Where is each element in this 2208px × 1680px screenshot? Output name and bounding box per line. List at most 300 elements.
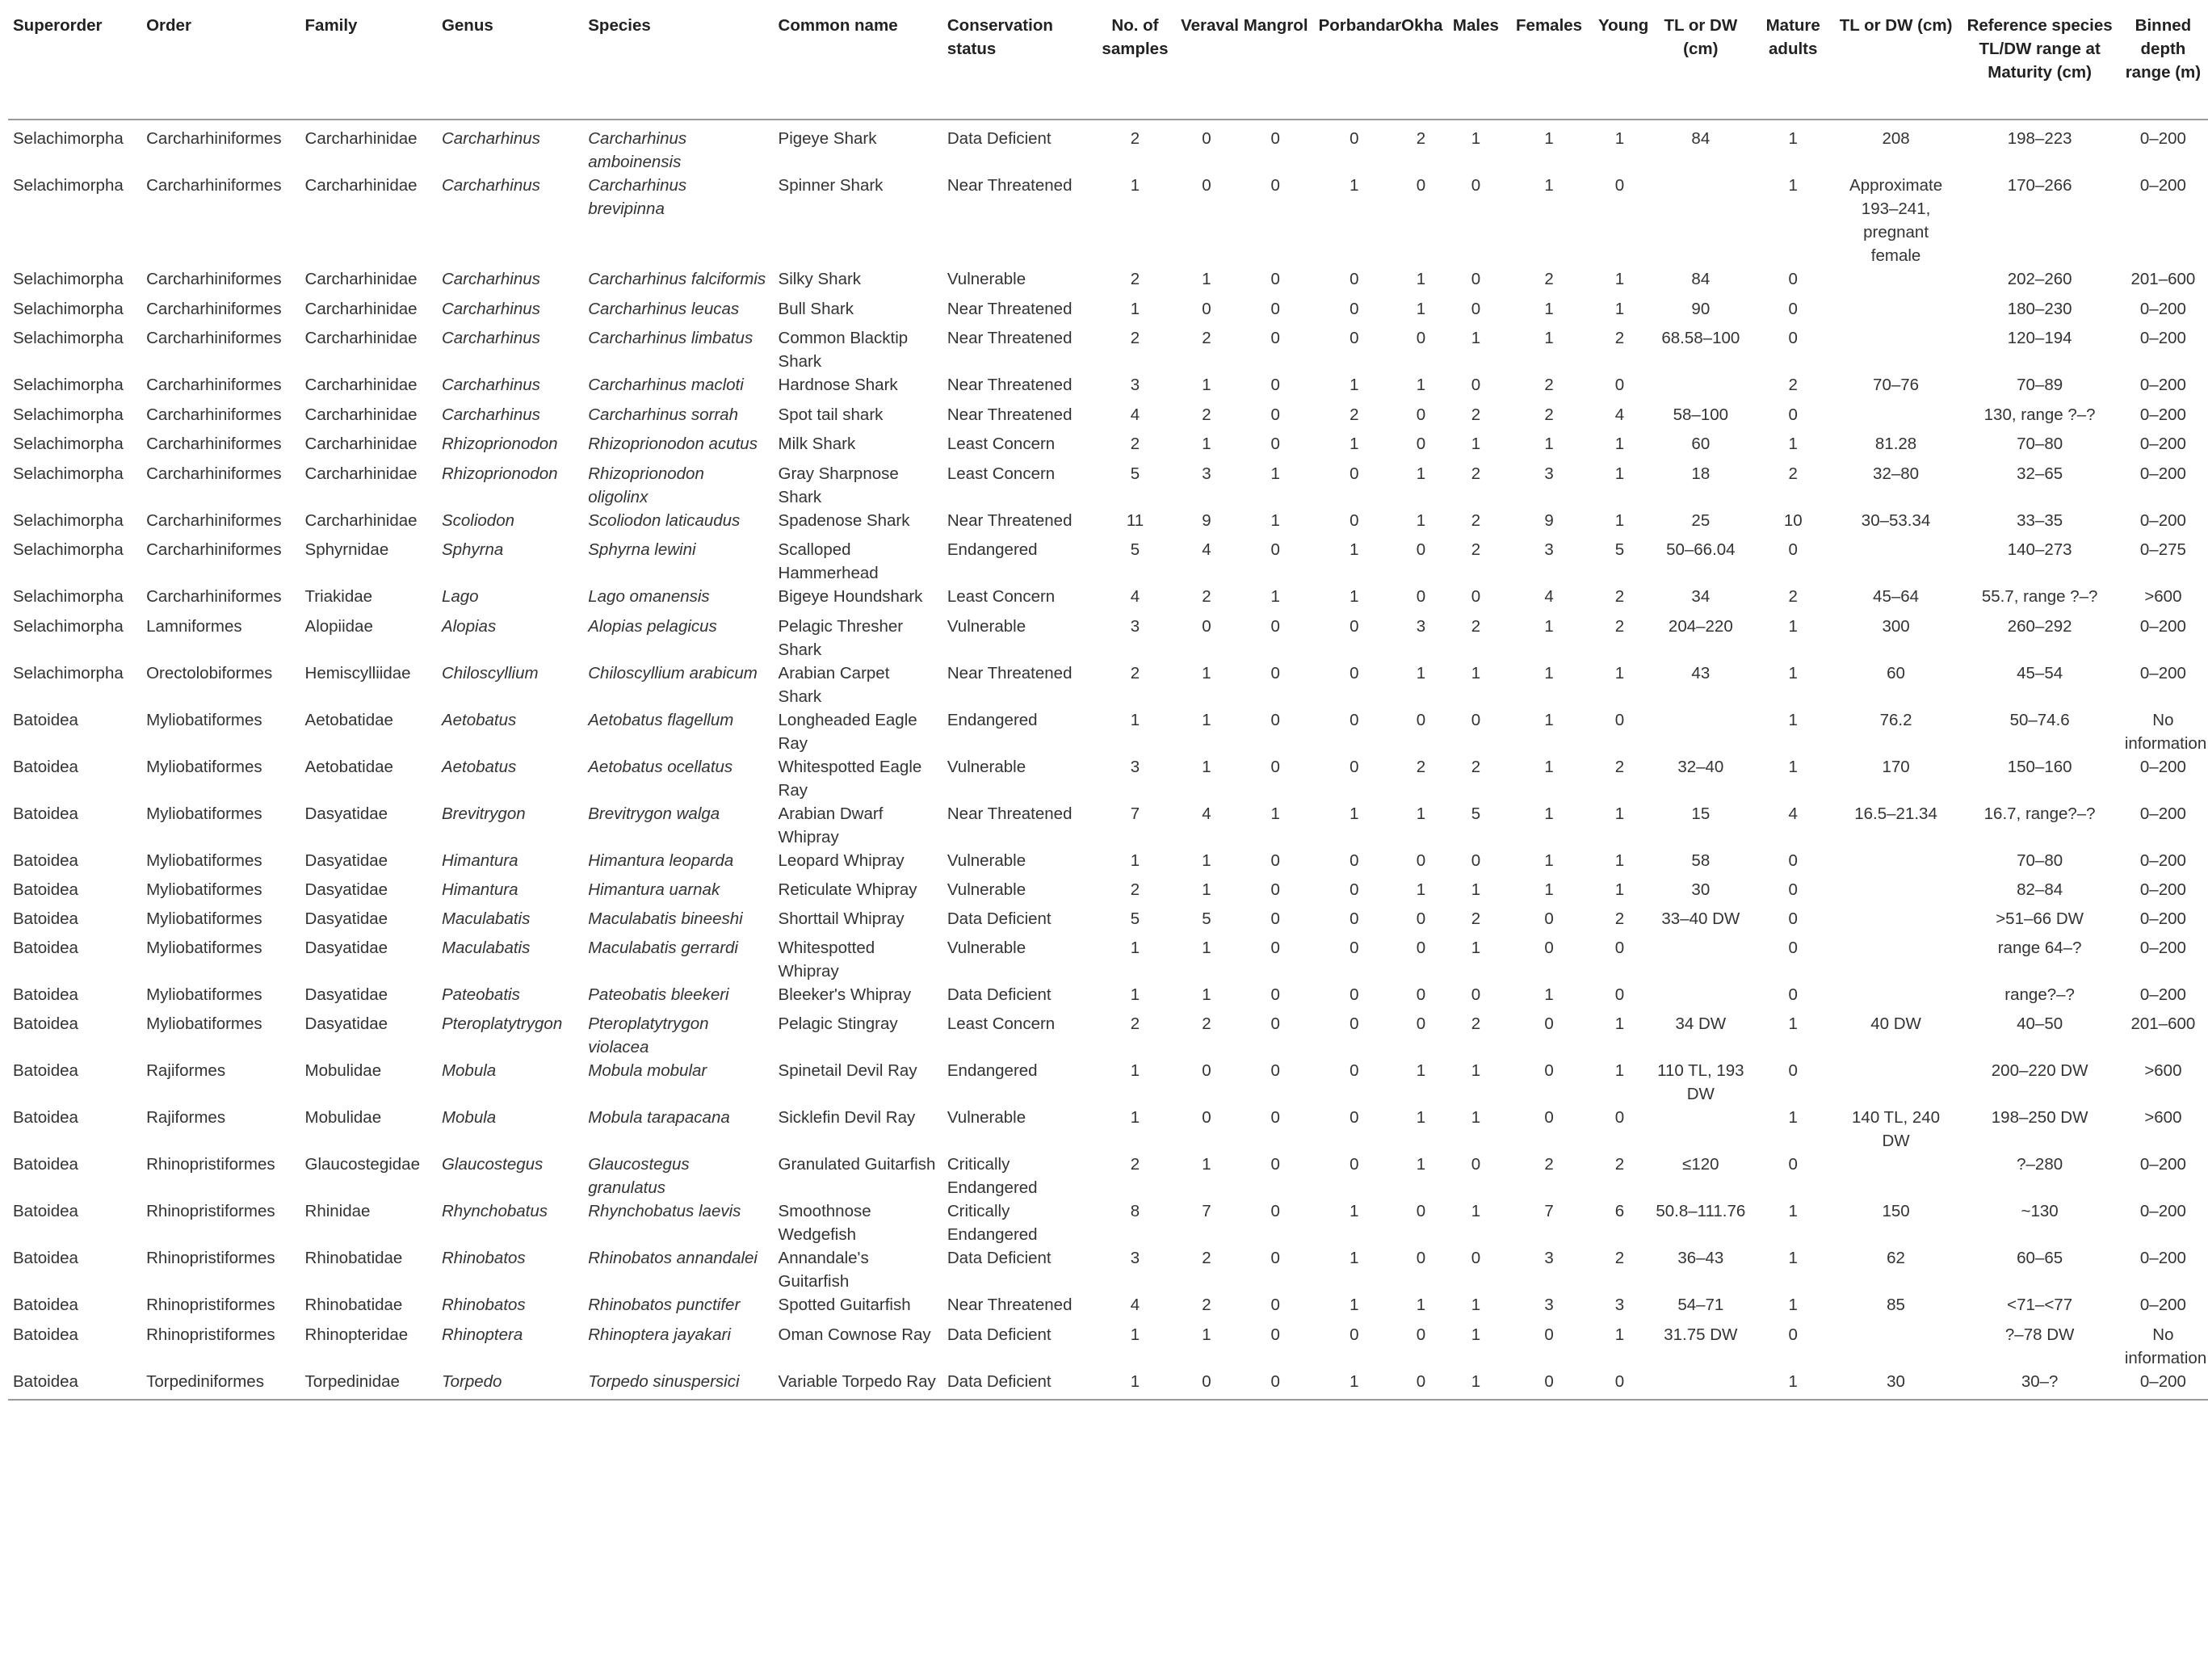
cell-porbandar: 1 bbox=[1350, 540, 1359, 559]
cell-tl-or-dw-mature: 85 bbox=[1887, 1296, 1905, 1314]
cell-veraval: 1 bbox=[1202, 850, 1211, 870]
cell-reference-maturity-range: 140–273 bbox=[2007, 540, 2072, 559]
cell-mangrol: 0 bbox=[1270, 1061, 1280, 1080]
cell-tl-or-dw-young bbox=[1648, 936, 1756, 983]
cell-males: 0 bbox=[1471, 850, 1481, 870]
cell-veraval: 2 bbox=[1202, 1249, 1211, 1267]
cell-tl-or-dw-mature: 81.28 bbox=[1874, 435, 1917, 453]
cell-tl-or-dw-mature: 208 bbox=[1882, 129, 1910, 148]
cell-females: 1 bbox=[1544, 129, 1554, 148]
cell-genus: Sphyrna bbox=[441, 540, 504, 559]
cell-order: Myliobatiformes bbox=[146, 985, 262, 1004]
cell-genus: Alopias bbox=[441, 616, 497, 636]
cell-okha: 1 bbox=[1416, 510, 1426, 530]
cell-family: Mobulidae bbox=[304, 1061, 382, 1080]
cell-binned-depth-range: 0–200 bbox=[2139, 663, 2186, 682]
cell-mangrol: 0 bbox=[1270, 938, 1280, 957]
cell-species: Torpedo sinuspersici bbox=[583, 1370, 773, 1401]
cell-superorder: Batoidea bbox=[13, 909, 78, 928]
cell-conservation-status: Least Concern bbox=[947, 464, 1056, 483]
cell-binned-depth-range: 0–200 bbox=[2139, 909, 2186, 928]
table-row bbox=[8, 373, 2208, 403]
cell-females: 0 bbox=[1506, 1370, 1593, 1401]
cell-porbandar: 0 bbox=[1350, 299, 1359, 318]
cell-family: Dasyatidae bbox=[304, 804, 388, 823]
header-mature-adults: Mature adults bbox=[1756, 10, 1832, 120]
cell-okha: 1 bbox=[1416, 1061, 1426, 1080]
cell-superorder: Selachimorpha bbox=[13, 510, 124, 530]
cell-conservation-status: Near Threatened bbox=[947, 510, 1073, 530]
cell-okha: 0 bbox=[1416, 938, 1426, 957]
cell-mangrol: 0 bbox=[1270, 1296, 1280, 1314]
cell-males: 0 bbox=[1471, 176, 1481, 195]
cell-young: 0 bbox=[1614, 376, 1625, 394]
cell-mangrol: 1 bbox=[1270, 464, 1280, 483]
cell-conservation-status: Near Threatened bbox=[947, 405, 1073, 424]
cell-okha: 0 bbox=[1396, 1370, 1447, 1401]
cell-family: Rhinobatidae bbox=[304, 1296, 403, 1314]
cell-tl-or-dw-young: 68.58–100 bbox=[1661, 329, 1740, 347]
cell-porbandar: 0 bbox=[1350, 850, 1359, 870]
cell-genus: Brevitrygon bbox=[441, 804, 526, 823]
cell-order: Lamniformes bbox=[146, 616, 242, 636]
header-porbandar: Porbandar bbox=[1314, 10, 1397, 120]
table-row bbox=[8, 1199, 2208, 1246]
cell-okha: 3 bbox=[1416, 616, 1426, 636]
cell-order: Carcharhiniformes bbox=[146, 540, 282, 559]
cell-mature-adults: 1 bbox=[1788, 663, 1798, 682]
cell-superorder: Selachimorpha bbox=[13, 129, 124, 148]
cell-females: 9 bbox=[1544, 510, 1554, 530]
cell-superorder: Batoidea bbox=[13, 1061, 78, 1080]
cell-porbandar: 0 bbox=[1350, 985, 1359, 1004]
cell-order: Rhinopristiformes bbox=[146, 1296, 275, 1314]
header-veraval: Veraval bbox=[1176, 10, 1239, 120]
table-row bbox=[8, 585, 2208, 615]
cell-reference-maturity-range: <71–<77 bbox=[2007, 1296, 2073, 1314]
cell-mature-adults: 10 bbox=[1783, 510, 1803, 530]
table-row bbox=[8, 174, 2208, 267]
cell-binned-depth-range: 201–600 bbox=[2130, 1014, 2196, 1033]
cell-family: Triakidae bbox=[304, 587, 373, 606]
cell-tl-or-dw-young: 43 bbox=[1691, 663, 1711, 682]
cell-mangrol: 0 bbox=[1270, 1108, 1280, 1127]
cell-okha: 0 bbox=[1416, 587, 1426, 606]
cell-reference-maturity-range: ~130 bbox=[2021, 1202, 2059, 1220]
cell-tl-or-dw-young bbox=[1648, 373, 1756, 403]
cell-tl-or-dw-mature: 150 bbox=[1882, 1202, 1910, 1220]
cell-young: 1 bbox=[1614, 129, 1625, 148]
table-header-row bbox=[8, 10, 2208, 120]
cell-no-of-samples: 5 bbox=[1130, 464, 1140, 483]
cell-males: 1 bbox=[1471, 1325, 1481, 1344]
cell-males: 0 bbox=[1471, 1155, 1481, 1174]
cell-tl-or-dw-young: 30 bbox=[1691, 880, 1711, 899]
cell-okha: 0 bbox=[1416, 850, 1426, 870]
cell-females: 0 bbox=[1544, 1108, 1554, 1127]
cell-species: Carcharhinus sorrah bbox=[588, 405, 738, 424]
cell-genus: Chiloscyllium bbox=[441, 663, 539, 682]
cell-females: 3 bbox=[1544, 1296, 1554, 1314]
cell-tl-or-dw-young: 204–220 bbox=[1668, 616, 1733, 636]
cell-family: Carcharhinidae bbox=[304, 270, 418, 288]
cell-tl-or-dw-young: ≤120 bbox=[1682, 1155, 1719, 1174]
cell-common-name: Smoothnose Wedgefish bbox=[778, 1202, 871, 1244]
cell-okha: 0 bbox=[1416, 1202, 1426, 1220]
cell-conservation-status: Vulnerable bbox=[947, 850, 1026, 870]
cell-okha: 0 bbox=[1416, 909, 1426, 928]
cell-tl-or-dw-young: 58 bbox=[1691, 850, 1711, 870]
cell-family: Hemiscylliidae bbox=[304, 663, 411, 682]
cell-veraval: 2 bbox=[1202, 1296, 1211, 1314]
cell-reference-maturity-range: 33–35 bbox=[2017, 510, 2063, 530]
cell-okha: 1 bbox=[1416, 464, 1426, 483]
header-mangrol: Mangrol bbox=[1239, 10, 1314, 120]
cell-common-name: Leopard Whipray bbox=[778, 850, 905, 870]
cell-okha: 2 bbox=[1416, 757, 1426, 776]
cell-mangrol: 0 bbox=[1270, 405, 1280, 424]
cell-species: Rhynchobatus laevis bbox=[588, 1202, 741, 1220]
cell-genus: Mobula bbox=[441, 1061, 497, 1080]
cell-okha: 1 bbox=[1416, 880, 1426, 899]
cell-superorder: Batoidea bbox=[13, 710, 78, 729]
cell-family: Carcharhinidae bbox=[304, 176, 418, 195]
cell-mature-adults: 0 bbox=[1788, 985, 1798, 1004]
cell-binned-depth-range: 0–200 bbox=[2139, 435, 2186, 453]
cell-okha: 0 bbox=[1416, 1325, 1426, 1344]
cell-females: 3 bbox=[1544, 1249, 1554, 1267]
cell-mangrol: 0 bbox=[1270, 540, 1280, 559]
table-row bbox=[8, 615, 2208, 662]
cell-species: Chiloscyllium arabicum bbox=[588, 663, 758, 682]
cell-females: 0 bbox=[1544, 938, 1554, 957]
cell-no-of-samples: 1 bbox=[1130, 850, 1140, 870]
table-row bbox=[8, 662, 2208, 708]
cell-order: Carcharhiniformes bbox=[146, 435, 282, 453]
cell-mature-adults: 1 bbox=[1788, 129, 1798, 148]
cell-binned-depth-range: 0–200 bbox=[2139, 1155, 2186, 1174]
cell-okha: 2 bbox=[1416, 129, 1426, 148]
cell-tl-or-dw-mature bbox=[1832, 878, 1962, 907]
cell-males: 1 bbox=[1471, 1061, 1481, 1080]
cell-young: 2 bbox=[1614, 909, 1625, 928]
table-row bbox=[8, 120, 2208, 174]
cell-reference-maturity-range: >51–66 DW bbox=[1996, 909, 2084, 928]
cell-common-name: Hardnose Shark bbox=[778, 376, 898, 394]
cell-tl-or-dw-mature bbox=[1832, 849, 1962, 878]
cell-young: 2 bbox=[1614, 757, 1625, 776]
cell-porbandar: 0 bbox=[1350, 1061, 1359, 1080]
cell-veraval: 2 bbox=[1202, 329, 1211, 347]
cell-superorder: Batoidea bbox=[8, 1370, 141, 1401]
cell-genus: Mobula bbox=[441, 1108, 497, 1127]
cell-young: 0 bbox=[1614, 1108, 1625, 1127]
cell-order: Carcharhiniformes bbox=[146, 510, 282, 530]
cell-no-of-samples: 1 bbox=[1130, 985, 1140, 1004]
cell-family: Carcharhinidae bbox=[304, 329, 418, 347]
cell-reference-maturity-range: 45–54 bbox=[2017, 663, 2063, 682]
cell-tl-or-dw-mature: 300 bbox=[1882, 616, 1910, 636]
cell-tl-or-dw-young: 25 bbox=[1691, 510, 1711, 530]
cell-reference-maturity-range: 200–220 DW bbox=[1991, 1061, 2088, 1080]
cell-superorder: Batoidea bbox=[13, 850, 78, 870]
cell-reference-maturity-range: 32–65 bbox=[2017, 464, 2063, 483]
cell-veraval: 1 bbox=[1202, 985, 1211, 1004]
cell-tl-or-dw-mature bbox=[1832, 1323, 1962, 1370]
cell-mature-adults: 2 bbox=[1788, 464, 1798, 483]
cell-tl-or-dw-mature: 76.2 bbox=[1879, 710, 1912, 729]
cell-reference-maturity-range: 198–250 DW bbox=[1991, 1108, 2088, 1127]
cell-family: Torpedinidae bbox=[300, 1370, 437, 1401]
table-body bbox=[8, 120, 2208, 1400]
cell-conservation-status: Data Deficient bbox=[947, 129, 1052, 148]
header-family: Family bbox=[300, 10, 437, 120]
cell-no-of-samples: 2 bbox=[1130, 129, 1140, 148]
table-row bbox=[8, 462, 2208, 509]
cell-common-name: Milk Shark bbox=[778, 435, 856, 453]
cell-conservation-status: Vulnerable bbox=[947, 1108, 1026, 1127]
cell-species: Aetobatus flagellum bbox=[588, 710, 734, 729]
cell-reference-maturity-range: range 64–? bbox=[1997, 938, 2082, 957]
cell-reference-maturity-range: 202–260 bbox=[2007, 270, 2072, 288]
cell-species: Glaucostegus granulatus bbox=[588, 1155, 690, 1197]
cell-genus: Carcharhinus bbox=[441, 329, 540, 347]
cell-young: 1 bbox=[1614, 880, 1625, 899]
cell-genus: Scoliodon bbox=[441, 510, 514, 530]
cell-order: Rhinopristiformes bbox=[146, 1155, 275, 1174]
cell-genus: Rhinobatos bbox=[441, 1296, 526, 1314]
cell-mature-adults: 2 bbox=[1788, 587, 1798, 606]
cell-tl-or-dw-young bbox=[1648, 708, 1756, 755]
cell-okha: 0 bbox=[1416, 710, 1426, 729]
cell-males: 1 bbox=[1471, 329, 1481, 347]
cell-females: 1 bbox=[1544, 663, 1554, 682]
cell-genus: Rhinobatos bbox=[441, 1249, 526, 1267]
cell-genus: Pateobatis bbox=[441, 985, 520, 1004]
cell-species: Pteroplatytrygon violacea bbox=[588, 1014, 709, 1056]
cell-reference-maturity-range: 150–160 bbox=[2007, 757, 2072, 776]
cell-young: 0 bbox=[1614, 938, 1625, 957]
cell-porbandar: 1 bbox=[1350, 376, 1359, 394]
cell-porbandar: 1 bbox=[1314, 1370, 1397, 1401]
cell-superorder: Batoidea bbox=[13, 938, 78, 957]
cell-tl-or-dw-mature: 32–80 bbox=[1873, 464, 1920, 483]
species-table-container bbox=[8, 10, 2208, 1401]
cell-tl-or-dw-mature: 30 bbox=[1832, 1370, 1962, 1401]
cell-species: Carcharhinus brevipinna bbox=[588, 176, 687, 218]
cell-species: Himantura uarnak bbox=[588, 880, 720, 899]
cell-okha: 1 bbox=[1416, 376, 1426, 394]
cell-genus: Carcharhinus bbox=[441, 299, 540, 318]
cell-tl-or-dw-mature: 40 DW bbox=[1870, 1014, 1921, 1033]
cell-species: Mobula mobular bbox=[588, 1061, 707, 1080]
cell-common-name: Spinner Shark bbox=[778, 176, 884, 195]
cell-genus: Maculabatis bbox=[441, 909, 531, 928]
cell-binned-depth-range: 0–200 bbox=[2139, 880, 2186, 899]
cell-conservation-status: Near Threatened bbox=[947, 376, 1073, 394]
cell-tl-or-dw-mature: 30–53.34 bbox=[1861, 510, 1931, 530]
table-row bbox=[8, 432, 2208, 462]
cell-conservation-status: Vulnerable bbox=[947, 880, 1026, 899]
cell-tl-or-dw-mature bbox=[1832, 1059, 1962, 1106]
cell-females: 1 bbox=[1544, 329, 1554, 347]
cell-mangrol: 0 bbox=[1270, 663, 1280, 682]
cell-young: 2 bbox=[1614, 1155, 1625, 1174]
cell-superorder: Selachimorpha bbox=[13, 299, 124, 318]
cell-tl-or-dw-young bbox=[1648, 174, 1756, 267]
cell-young: 0 bbox=[1614, 985, 1625, 1004]
cell-no-of-samples: 2 bbox=[1130, 880, 1140, 899]
cell-family: Carcharhinidae bbox=[304, 299, 418, 318]
cell-common-name: Whitespotted Whipray bbox=[778, 938, 875, 981]
cell-mangrol: 0 bbox=[1270, 1014, 1280, 1033]
cell-binned-depth-range: 0–200 bbox=[2139, 299, 2186, 318]
cell-mature-adults: 0 bbox=[1788, 850, 1798, 870]
cell-young: 1 bbox=[1614, 804, 1625, 823]
cell-order: Carcharhiniformes bbox=[146, 329, 282, 347]
cell-binned-depth-range: 0–200 bbox=[2139, 376, 2186, 394]
cell-no-of-samples: 3 bbox=[1130, 376, 1140, 394]
cell-mature-adults: 1 bbox=[1788, 1296, 1798, 1314]
cell-conservation-status: Endangered bbox=[947, 710, 1038, 729]
cell-order: Carcharhiniformes bbox=[146, 129, 282, 148]
cell-females: 4 bbox=[1544, 587, 1554, 606]
header-tl-or-dw-young: TL or DW (cm) bbox=[1648, 10, 1756, 120]
cell-young: 2 bbox=[1614, 329, 1625, 347]
cell-mature-adults: 1 bbox=[1788, 757, 1798, 776]
cell-genus: Glaucostegus bbox=[441, 1155, 544, 1174]
cell-males: 2 bbox=[1471, 405, 1481, 424]
cell-superorder: Batoidea bbox=[13, 1296, 78, 1314]
cell-veraval: 1 bbox=[1202, 376, 1211, 394]
cell-males: 2 bbox=[1471, 510, 1481, 530]
cell-mature-adults: 1 bbox=[1788, 176, 1798, 195]
cell-mature-adults: 1 bbox=[1788, 616, 1798, 636]
cell-family: Dasyatidae bbox=[304, 938, 388, 957]
cell-binned-depth-range: 0–200 bbox=[2120, 1370, 2208, 1401]
cell-no-of-samples: 1 bbox=[1096, 1370, 1176, 1401]
cell-tl-or-dw-young: 18 bbox=[1691, 464, 1711, 483]
cell-young: 4 bbox=[1614, 405, 1625, 424]
cell-common-name: Spinetail Devil Ray bbox=[778, 1061, 917, 1080]
cell-reference-maturity-range: 70–89 bbox=[2017, 376, 2063, 394]
cell-species: Himantura leoparda bbox=[588, 850, 734, 870]
cell-binned-depth-range: 0–200 bbox=[2139, 464, 2186, 483]
cell-common-name: Spotted Guitarfish bbox=[778, 1296, 911, 1314]
header-superorder: Superorder bbox=[8, 10, 141, 120]
cell-tl-or-dw-mature: 60 bbox=[1887, 663, 1905, 682]
cell-order: Rhinopristiformes bbox=[146, 1325, 275, 1344]
cell-mature-adults: 1 bbox=[1756, 1370, 1832, 1401]
cell-common-name: Scalloped Hammerhead bbox=[778, 540, 879, 582]
cell-mangrol: 0 bbox=[1270, 880, 1280, 899]
cell-no-of-samples: 5 bbox=[1130, 540, 1140, 559]
cell-order: Myliobatiformes bbox=[146, 1014, 262, 1033]
cell-mature-adults: 1 bbox=[1788, 435, 1798, 453]
cell-veraval: 1 bbox=[1202, 270, 1211, 288]
cell-reference-maturity-range: 260–292 bbox=[2007, 616, 2072, 636]
cell-binned-depth-range: 0–200 bbox=[2139, 1296, 2186, 1314]
table-row bbox=[8, 983, 2208, 1013]
cell-binned-depth-range: 0–200 bbox=[2139, 938, 2186, 957]
cell-veraval: 1 bbox=[1202, 880, 1211, 899]
cell-binned-depth-range: 0–200 bbox=[2139, 129, 2186, 148]
cell-mangrol: 0 bbox=[1270, 129, 1280, 148]
cell-conservation-status: Least Concern bbox=[947, 1014, 1056, 1033]
cell-tl-or-dw-young: 90 bbox=[1691, 299, 1711, 318]
cell-species: Rhizoprionodon acutus bbox=[588, 435, 758, 453]
cell-common-name: Arabian Dwarf Whipray bbox=[778, 804, 884, 846]
cell-order: Carcharhiniformes bbox=[146, 299, 282, 318]
cell-tl-or-dw-mature: 16.5–21.34 bbox=[1854, 804, 1937, 823]
cell-young: 1 bbox=[1614, 663, 1625, 682]
cell-veraval: 1 bbox=[1202, 1325, 1211, 1344]
cell-females: 1 bbox=[1544, 710, 1554, 729]
cell-no-of-samples: 3 bbox=[1130, 1249, 1140, 1267]
cell-genus: Aetobatus bbox=[441, 757, 517, 776]
cell-tl-or-dw-mature bbox=[1832, 538, 1962, 585]
cell-porbandar: 0 bbox=[1350, 464, 1359, 483]
cell-superorder: Batoidea bbox=[13, 1155, 78, 1174]
cell-tl-or-dw-mature: 62 bbox=[1887, 1249, 1905, 1267]
cell-tl-or-dw-young: 84 bbox=[1691, 270, 1711, 288]
cell-species: Brevitrygon walga bbox=[588, 804, 720, 823]
cell-tl-or-dw-mature bbox=[1832, 267, 1962, 297]
cell-tl-or-dw-mature bbox=[1832, 326, 1962, 373]
cell-conservation-status: Near Threatened bbox=[947, 176, 1073, 195]
cell-porbandar: 0 bbox=[1350, 1325, 1359, 1344]
cell-order: Orectolobiformes bbox=[146, 663, 273, 682]
cell-no-of-samples: 8 bbox=[1130, 1202, 1140, 1220]
cell-males: 1 bbox=[1471, 1202, 1481, 1220]
cell-tl-or-dw-mature bbox=[1832, 297, 1962, 327]
cell-superorder: Batoidea bbox=[13, 804, 78, 823]
cell-conservation-status: Data Deficient bbox=[947, 1249, 1052, 1267]
cell-no-of-samples: 1 bbox=[1130, 176, 1140, 195]
cell-okha: 0 bbox=[1416, 985, 1426, 1004]
cell-order: Rajiformes bbox=[146, 1108, 226, 1127]
cell-males: 1 bbox=[1471, 1296, 1481, 1314]
cell-reference-maturity-range: 170–266 bbox=[2007, 176, 2072, 195]
cell-males: 0 bbox=[1471, 270, 1481, 288]
cell-no-of-samples: 2 bbox=[1130, 329, 1140, 347]
cell-females: 2 bbox=[1544, 270, 1554, 288]
cell-tl-or-dw-young bbox=[1648, 1370, 1756, 1401]
cell-males: 1 bbox=[1447, 1370, 1506, 1401]
cell-males: 0 bbox=[1471, 376, 1481, 394]
cell-superorder: Selachimorpha bbox=[13, 329, 124, 347]
cell-okha: 1 bbox=[1416, 1155, 1426, 1174]
cell-common-name: Gray Sharpnose Shark bbox=[778, 464, 899, 506]
cell-no-of-samples: 4 bbox=[1130, 587, 1140, 606]
cell-binned-depth-range: 201–600 bbox=[2130, 270, 2196, 288]
cell-no-of-samples: 2 bbox=[1130, 435, 1140, 453]
header-young: Young bbox=[1593, 10, 1648, 120]
cell-family: Rhinidae bbox=[304, 1202, 371, 1220]
cell-no-of-samples: 1 bbox=[1130, 1325, 1140, 1344]
cell-veraval: 2 bbox=[1202, 405, 1211, 424]
cell-mangrol: 0 bbox=[1270, 616, 1280, 636]
cell-veraval: 0 bbox=[1202, 299, 1211, 318]
cell-males: 0 bbox=[1471, 1249, 1481, 1267]
cell-binned-depth-range: >600 bbox=[2144, 1108, 2182, 1127]
cell-veraval: 2 bbox=[1202, 1014, 1211, 1033]
cell-porbandar: 0 bbox=[1350, 757, 1359, 776]
cell-females: 7 bbox=[1544, 1202, 1554, 1220]
table-row bbox=[8, 403, 2208, 433]
cell-superorder: Selachimorpha bbox=[13, 270, 124, 288]
cell-veraval: 4 bbox=[1202, 540, 1211, 559]
